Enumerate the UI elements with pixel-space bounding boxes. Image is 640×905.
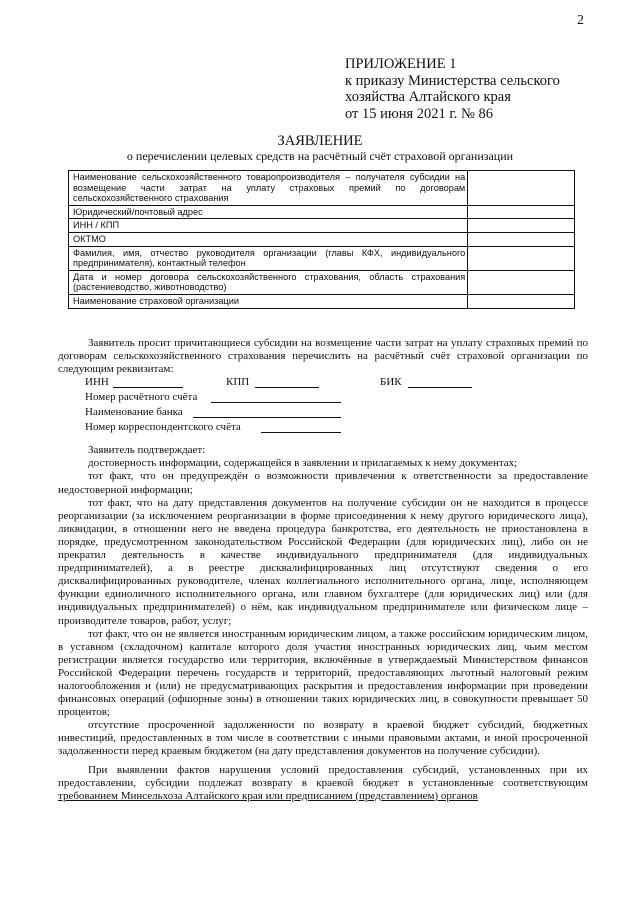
table-row-label: Фамилия, имя, отчество руководителя организации (главы КФХ, индивидуального предпринимателя), контактный телефон: [69, 246, 468, 270]
kpp-label: КПП: [226, 376, 250, 389]
page-number: 2: [577, 13, 584, 28]
appendix-line-4: от 15 июня 2021 г. № 86: [345, 105, 493, 122]
table-row-label: Юридический/почтовый адрес: [69, 205, 468, 219]
table-row-value-field[interactable]: [468, 270, 575, 294]
table-row: [69, 219, 575, 233]
table-row-label: ОКТМО: [69, 232, 468, 246]
account-label: Номер расчётного счёта: [85, 391, 198, 404]
table-row: [69, 270, 575, 294]
inn-field[interactable]: [113, 376, 183, 388]
table-row-label: ИНН / КПП: [69, 219, 468, 233]
confirm-paragraph: тот факт, что на дату представления документов на получение субсидии он не находится в процессе реорганизации (за исключением реорганизации в форме присоединения к нему другого юридического лица), ликвидации, в отношении него не введена процедура банкротства, его деятельность не приостановлена в порядке, предусмотренном законодательством Российской Федерации (для юридических лиц), либо он не прекратил деятельность в качестве индивидуального предпринимателя (для индивидуальных предпринимателей), а в реестре дисквалифицированных лиц отсутствуют сведения о его дисквалифицированных руководителе, членах коллегиального исполнительного органа, лице, исполняющем функции единоличного исполнительного органа, или главном бухгалтере (для юридических лиц) или (для индивидуальных предпринимателей) о нём, как индивидуальном предпринимателе или физическом лице – производителе товаров, работ, услуг;: [58, 496, 588, 627]
corr-account-row: [58, 421, 588, 436]
corr-account-label: Номер корреспондентского счёта: [85, 421, 241, 434]
document-title: ЗАЯВЛЕНИЕ: [277, 133, 363, 149]
table-row-label: Наименование сельскохозяйственного товаропроизводителя – получателя субсидии на возмещение части затрат на уплату страховых премий по договорам сельскохозяйственного страхования: [69, 171, 468, 206]
request-paragraph: Заявитель просит причитающиеся субсидии на возмещение части затрат на уплату страховых премий по договорам сельскохозяйственного страхования перечислить на расчётный счёт страховой организации по следующим реквизитам:: [58, 337, 588, 376]
application-body: [58, 337, 588, 803]
document-subtitle: о перечислении целевых средств на расчётный счёт страховой организации: [126, 149, 514, 163]
confirm-paragraph: отсутствие просроченной задолженности по возврату в краевой бюджет субсидий, бюджетных инвестиций, предоставленных в том числе в соответствии с иными правовыми актами, и иной просроченной задолженности перед краевым бюджетом (на дату представления документов на получение субсидии).: [58, 719, 588, 758]
table-row-value-field[interactable]: [468, 171, 575, 206]
corr-account-field[interactable]: [261, 421, 341, 433]
appendix-line-1: ПРИЛОЖЕНИЕ 1: [345, 56, 457, 72]
account-field[interactable]: [211, 391, 341, 403]
table-row-value-field[interactable]: [468, 232, 575, 246]
violation-paragraph: [58, 764, 588, 803]
bank-label: Наименование банка: [85, 406, 183, 419]
bik-field[interactable]: [408, 376, 472, 388]
inn-label: ИНН: [85, 376, 109, 389]
table-row: [69, 232, 575, 246]
table-row-value-field[interactable]: [468, 205, 575, 219]
appendix-header: [345, 56, 560, 122]
table-row-label: Наименование страховой организации: [69, 294, 468, 308]
appendix-line-2: к приказу Министерства сельского: [345, 72, 560, 89]
bik-label: БИК: [380, 376, 402, 389]
table-row-label: Дата и номер договора сельскохозяйственного страхования, область страхования (растениеводство, животноводство): [69, 270, 468, 294]
violation-text: При выявлении фактов нарушения условий предоставления субсидий, установленных при их предоставлении, субсидии подлежат возврату в краевой бюджет в установленные соответствующим: [58, 763, 588, 789]
confirm-paragraph: тот факт, что он предупреждён о возможности привлечения к ответственности за предоставление недостоверной информации;: [58, 470, 588, 496]
table-row-value-field[interactable]: [468, 294, 575, 308]
inn-kpp-bik-row: [58, 376, 588, 391]
violation-text-underlined: требованием Минсельхоза Алтайского края или предписанием (представлением) органов: [58, 789, 478, 802]
appendix-line-3: хозяйства Алтайского края: [345, 89, 511, 105]
confirm-intro: Заявитель подтверждает:: [88, 444, 206, 457]
account-row: [58, 391, 588, 406]
kpp-field[interactable]: [255, 376, 319, 388]
applicant-info-table: [68, 170, 575, 309]
table-row: [69, 171, 575, 206]
table-row: [69, 294, 575, 308]
confirm-paragraph: тот факт, что он не является иностранным юридическим лицом, а также российским юридическим лицом, в уставном (складочном) капитале которого доля участия иностранных юридических лиц, чьим местом регистрации является государство или территория, включённые в утверждаемый Министерством финансов Российской Федерации перечень государств и территорий, предоставляющих льготный налоговый режим налогообложения и (или) не предусматривающих раскрытия и предоставления информации при проведении финансовых операций (офшорные зоны) в отношении таких юридических лиц, в совокупности превышает 50 процентов;: [58, 627, 588, 719]
bank-field[interactable]: [193, 406, 341, 418]
confirm-paragraph: достоверность информации, содержащейся в заявлении и прилагаемых к нему документах;: [88, 457, 518, 470]
bank-row: [58, 406, 588, 421]
table-row-value-field[interactable]: [468, 246, 575, 270]
table-row: [69, 246, 575, 270]
table-row-value-field[interactable]: [468, 219, 575, 233]
table-row: [69, 205, 575, 219]
